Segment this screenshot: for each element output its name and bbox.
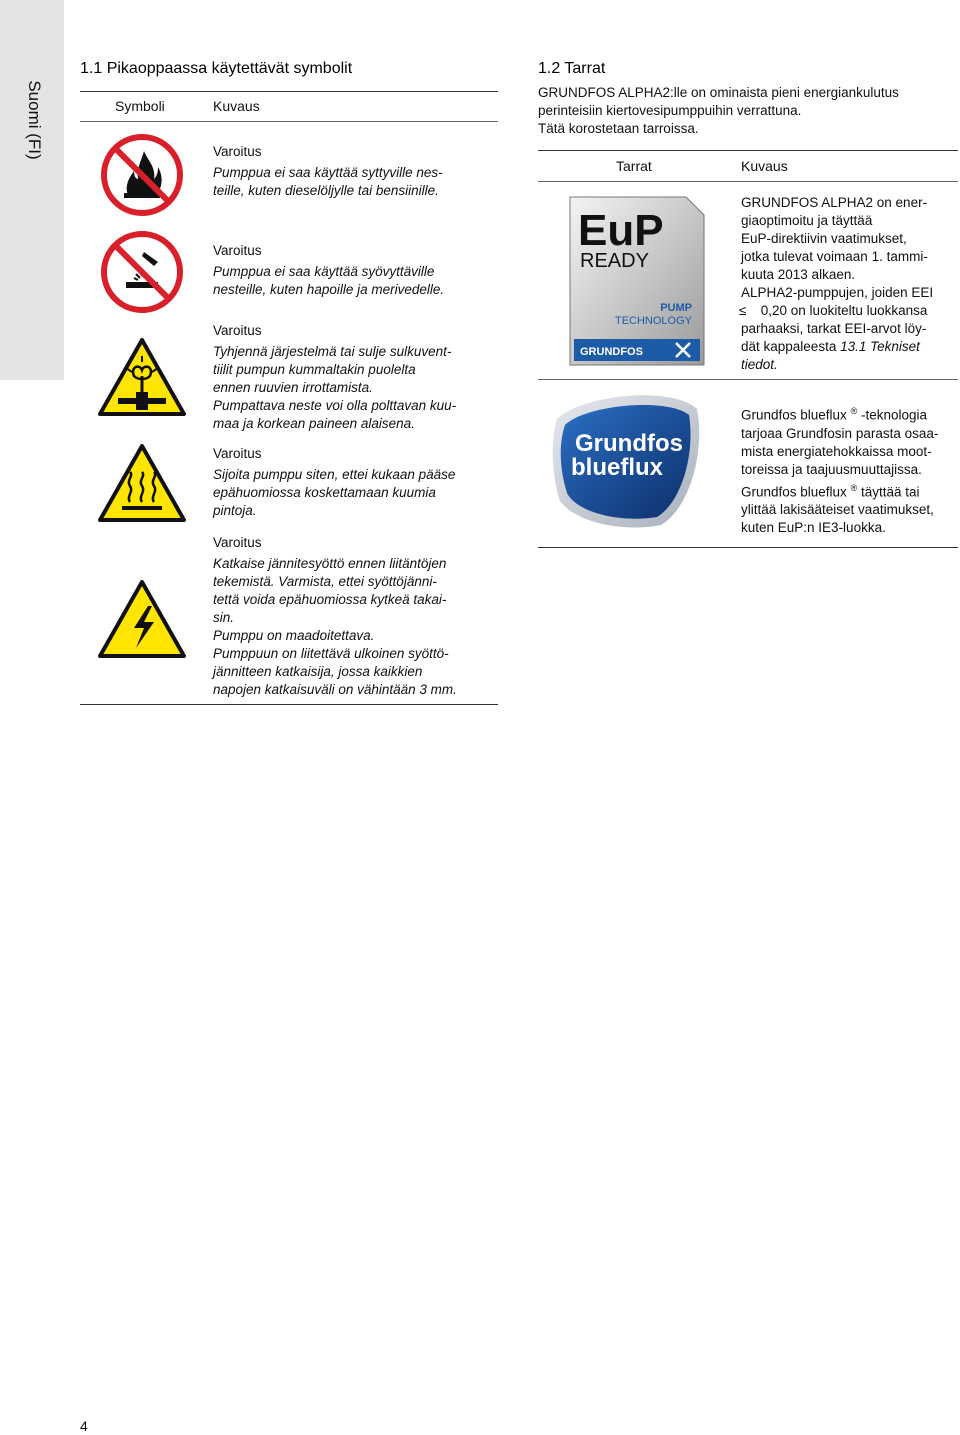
description-line: tiilit pumpun kummaltakin puolelta bbox=[213, 362, 416, 377]
no-corrosive-liquids-icon bbox=[100, 230, 184, 314]
col-header-labels-description: Kuvaus bbox=[741, 158, 788, 174]
description-line: ylittää lakisääteiset vaatimukset, bbox=[741, 502, 934, 517]
pressurized-liquid-warning-icon bbox=[96, 336, 188, 418]
description-line: tarjoaa Grundfosin parasta osaa- bbox=[741, 425, 939, 441]
warning-label: Varoitus bbox=[213, 535, 262, 550]
language-tab bbox=[0, 0, 64, 380]
labels-table-bottom-rule bbox=[538, 547, 958, 548]
eup-technology-text: TECHNOLOGY bbox=[614, 315, 692, 327]
description-line: Pumppuun on liitettävä ulkoinen syöttö- bbox=[213, 646, 449, 661]
eup-big-text: EuP bbox=[578, 206, 664, 255]
description-line: giaoptimoitu ja täyttää bbox=[741, 213, 873, 228]
labels-header-rule bbox=[538, 181, 958, 182]
description-line: tettä voida epähuomiossa kytkeä takai- bbox=[213, 592, 447, 607]
description-line bbox=[741, 302, 960, 320]
description-line: nesteille, kuten hapoille ja merivedelle. bbox=[213, 282, 445, 297]
description-line: jännitteen katkaisija, jossa kaikkien bbox=[213, 664, 423, 679]
col-header-description: Kuvaus bbox=[213, 98, 260, 114]
description-text: Grundfos blueflux bbox=[741, 484, 847, 499]
warning-label: Varoitus bbox=[213, 446, 262, 461]
cross-reference-link[interactable]: 13.1 Tekniset bbox=[840, 339, 920, 354]
description-line: maa ja korkean paineen alaisena. bbox=[213, 416, 415, 431]
description-line: ALPHA2-pumppujen, joiden EEI bbox=[741, 285, 934, 300]
description-text: täyttää tai bbox=[857, 484, 920, 499]
electrical-hazard-icon bbox=[96, 578, 188, 660]
description-line: EuP-direktiivin vaatimukset, bbox=[741, 231, 907, 246]
table-bottom-rule bbox=[80, 704, 498, 705]
labels-table-top-rule bbox=[538, 150, 958, 151]
eup-ready-badge bbox=[566, 193, 708, 369]
symbol-description-4 bbox=[213, 445, 503, 520]
description-line: jotka tulevat voimaan 1. tammi- bbox=[741, 249, 928, 264]
description-text: dät kappaleesta bbox=[741, 339, 841, 354]
description-line: Sijoita pumppu siten, ettei kukaan pääse bbox=[213, 467, 456, 482]
description-line: Pumpattava neste voi olla polttavan kuu- bbox=[213, 398, 457, 413]
description-line bbox=[741, 402, 960, 425]
description-line: sin. bbox=[213, 610, 235, 625]
language-label: Suomi (FI) bbox=[25, 80, 44, 160]
description-line: ennen ruuvien irrottamista. bbox=[213, 380, 373, 395]
symbol-description-3 bbox=[213, 322, 503, 433]
eup-description bbox=[741, 194, 960, 374]
blueflux-badge bbox=[551, 389, 703, 529]
description-line: kuuta 2013 alkaen. bbox=[741, 267, 856, 282]
description-line: teille, kuten dieselöljylle tai bensiinille. bbox=[213, 183, 439, 198]
symbol-description-1 bbox=[213, 143, 503, 200]
col-header-labels: Tarrat bbox=[616, 158, 652, 174]
description-line: Pumppu on maadoitettava. bbox=[213, 628, 375, 643]
description-line: toreissa ja taajuusmuuttajissa. bbox=[741, 461, 922, 477]
no-flammable-liquids-icon bbox=[100, 133, 184, 217]
description-line: Katkaise jännitesyöttö ennen liitäntöjen bbox=[213, 556, 447, 571]
labels-row-rule bbox=[538, 379, 958, 380]
eup-brand-text: GRUNDFOS bbox=[580, 346, 643, 358]
description-line: mista energiatehokkaissa moot- bbox=[741, 443, 932, 459]
page-number: 4 bbox=[80, 1418, 88, 1434]
table-top-rule bbox=[80, 91, 498, 92]
less-equal-symbol: ≤ bbox=[739, 303, 747, 318]
description-text: Grundfos blueflux bbox=[741, 407, 847, 423]
symbol-description-5 bbox=[213, 534, 508, 699]
description-line: napojen katkaisuväli on vähintään 3 mm. bbox=[213, 682, 457, 697]
description-line: Tyhjennä järjestelmä tai sulje sulkuvent- bbox=[213, 344, 452, 359]
intro-line: perinteisiin kiertovesipumppuihin verrattuna. bbox=[538, 103, 802, 118]
hot-surface-warning-icon bbox=[96, 442, 188, 524]
description-line: parhaaksi, tarkat EEI-arvot löy- bbox=[741, 321, 927, 336]
blueflux-line2: blueflux bbox=[571, 454, 664, 481]
warning-label: Varoitus bbox=[213, 323, 262, 338]
header-rule bbox=[80, 121, 498, 122]
registered-mark: ® bbox=[850, 482, 858, 493]
blueflux-line1: Grundfos bbox=[575, 430, 683, 457]
intro-line: Tätä korostetaan tarroissa. bbox=[538, 121, 699, 136]
blueflux-description bbox=[741, 402, 960, 537]
description-line: epähuomiossa koskettamaan kuumia bbox=[213, 485, 436, 500]
labels-intro bbox=[538, 84, 958, 138]
description-line: Pumppua ei saa käyttää syttyville nes- bbox=[213, 165, 443, 180]
description-line: Pumppua ei saa käyttää syövyttäville bbox=[213, 264, 435, 279]
description-line bbox=[741, 479, 960, 502]
description-text: 0,20 on luokiteltu luokkansa bbox=[760, 303, 928, 318]
description-line: pintoja. bbox=[213, 503, 257, 518]
description-line: tiedot. bbox=[741, 357, 778, 372]
description-line bbox=[741, 338, 960, 356]
intro-line: GRUNDFOS ALPHA2:lle on ominaista pieni energiankulutus bbox=[538, 85, 899, 100]
section-title-labels: 1.2 Tarrat bbox=[538, 60, 606, 77]
warning-label: Varoitus bbox=[213, 243, 262, 258]
warning-label: Varoitus bbox=[213, 144, 262, 159]
description-line: GRUNDFOS ALPHA2 on ener- bbox=[741, 195, 928, 210]
description-line: kuten EuP:n IE3-luokka. bbox=[741, 520, 886, 535]
section-title-symbols: 1.1 Pikaoppaassa käytettävät symbolit bbox=[80, 60, 353, 77]
eup-ready-text: READY bbox=[580, 250, 649, 272]
col-header-symbol: Symboli bbox=[115, 98, 165, 114]
eup-pump-text: PUMP bbox=[660, 302, 692, 314]
description-line: tekemistä. Varmista, ettei syöttöjänni- bbox=[213, 574, 437, 589]
registered-mark: ® bbox=[850, 406, 858, 416]
symbol-description-2 bbox=[213, 242, 503, 299]
description-text: -teknologia bbox=[857, 407, 928, 423]
